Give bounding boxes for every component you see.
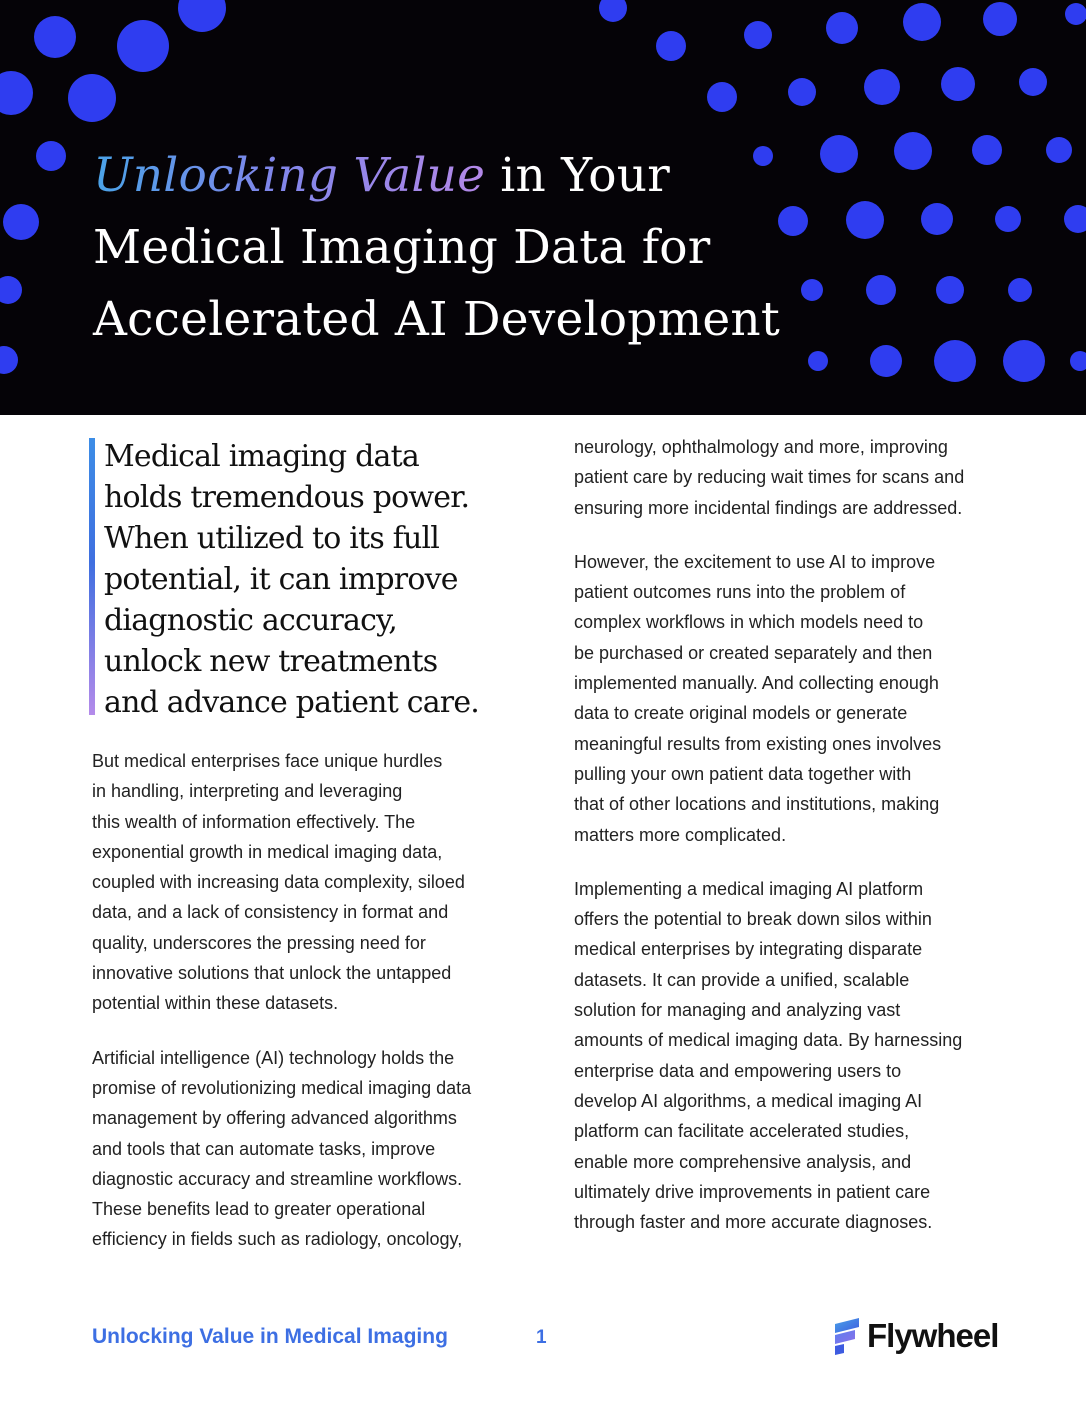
pull-quote-line: diagnostic accuracy, [104, 603, 397, 638]
text-line: be purchased or created separately and then [574, 642, 933, 663]
text-line: coupled with increasing data complexity, siloed [92, 872, 465, 893]
text-line: through faster and more accurate diagnoses. [574, 1212, 933, 1233]
title-line-3: Accelerated AI Development [93, 292, 780, 347]
text-line: complex workflows in which models need to [574, 612, 924, 633]
text-line: datasets. It can provide a unified, scalable [574, 969, 910, 990]
page-title [93, 140, 813, 356]
text-line: implemented manually. And collecting enough [574, 673, 939, 694]
text-line: enterprise data and empowering users to [574, 1060, 902, 1081]
text-line: offers the potential to break down silos within [574, 909, 932, 930]
pull-quote [89, 438, 519, 720]
text-line: solution for managing and analyzing vast [574, 1000, 901, 1021]
text-line: neurology, ophthalmology and more, improving [574, 437, 948, 457]
pull-quote-line: potential, it can improve [104, 562, 458, 597]
title-line-2: Medical Imaging Data for [93, 220, 711, 275]
text-line: patient care by reducing wait times for scans and [574, 467, 965, 488]
pull-quote-text [104, 436, 524, 723]
text-line: data, and a lack of consistency in format and [92, 902, 449, 923]
page-number: 1 [536, 1327, 547, 1348]
text-line: meaningful results from existing ones involves [574, 733, 942, 754]
pull-quote-line: holds tremendous power. [104, 480, 470, 515]
text-line: potential within these datasets. [92, 993, 339, 1014]
text-line: exponential growth in medical imaging data, [92, 841, 443, 862]
right-column [574, 432, 994, 1237]
text-line: data to create original models or generate [574, 703, 908, 724]
text-line: management by offering advanced algorithms [92, 1108, 457, 1129]
text-line: ensuring more incidental findings are addressed. [574, 497, 963, 518]
brand-logo [833, 1316, 1003, 1356]
title-accent: Unlocking Value [93, 148, 486, 203]
pull-quote-line: Medical imaging data [104, 439, 419, 474]
text-line: quality, underscores the pressing need for [92, 932, 426, 953]
title-line-1 [93, 140, 813, 212]
text-line: that of other locations and institutions, making [574, 794, 940, 815]
text-line: But medical enterprises face unique hurdles [92, 751, 443, 771]
body-paragraph [92, 1043, 522, 1255]
footer-title: Unlocking Value in Medical Imaging [92, 1325, 448, 1348]
text-line: pulling your own patient data together with [574, 763, 912, 784]
pull-quote-bar [89, 438, 95, 715]
text-line: matters more complicated. [574, 824, 787, 845]
pull-quote-line: unlock new treatments [104, 644, 438, 679]
brand-name: Flywheel [867, 1317, 999, 1354]
hero-banner [0, 0, 1086, 415]
text-line: enable more comprehensive analysis, and [574, 1151, 912, 1172]
pull-quote-line: When utilized to its full [104, 521, 440, 556]
flywheel-logo-icon [833, 1316, 861, 1356]
text-line: These benefits lead to greater operational [92, 1199, 426, 1220]
text-line: Implementing a medical imaging AI platform [574, 878, 924, 899]
text-line: develop AI algorithms, a medical imaging AI [574, 1090, 923, 1111]
text-line: in handling, interpreting and leveraging [92, 781, 403, 802]
text-line: However, the excitement to use AI to improve [574, 551, 936, 572]
text-line: Artificial intelligence (AI) technology holds the [92, 1047, 455, 1068]
body-paragraph [574, 547, 994, 850]
text-line: innovative solutions that unlock the untapped [92, 963, 452, 984]
left-column [92, 746, 522, 1255]
text-line: medical enterprises by integrating disparate [574, 939, 923, 960]
body-paragraph [92, 746, 522, 1019]
body-paragraph [574, 874, 994, 1238]
text-line: amounts of medical imaging data. By harnessing [574, 1030, 963, 1051]
text-line: patient outcomes runs into the problem of [574, 582, 906, 603]
text-line: efficiency in fields such as radiology, oncology, [92, 1229, 463, 1250]
body-paragraph [574, 432, 994, 523]
text-line: this wealth of information effectively. The [92, 811, 416, 832]
text-line: platform can facilitate accelerated studies, [574, 1121, 910, 1142]
text-line: ultimately drive improvements in patient care [574, 1181, 931, 1202]
title-line-1-rest: in Your [485, 148, 670, 203]
pull-quote-line: and advance patient care. [104, 685, 480, 720]
text-line: diagnostic accuracy and streamline workflows. [92, 1168, 463, 1189]
text-line: and tools that can automate tasks, improve [92, 1138, 436, 1159]
text-line: promise of revolutionizing medical imaging data [92, 1077, 472, 1098]
